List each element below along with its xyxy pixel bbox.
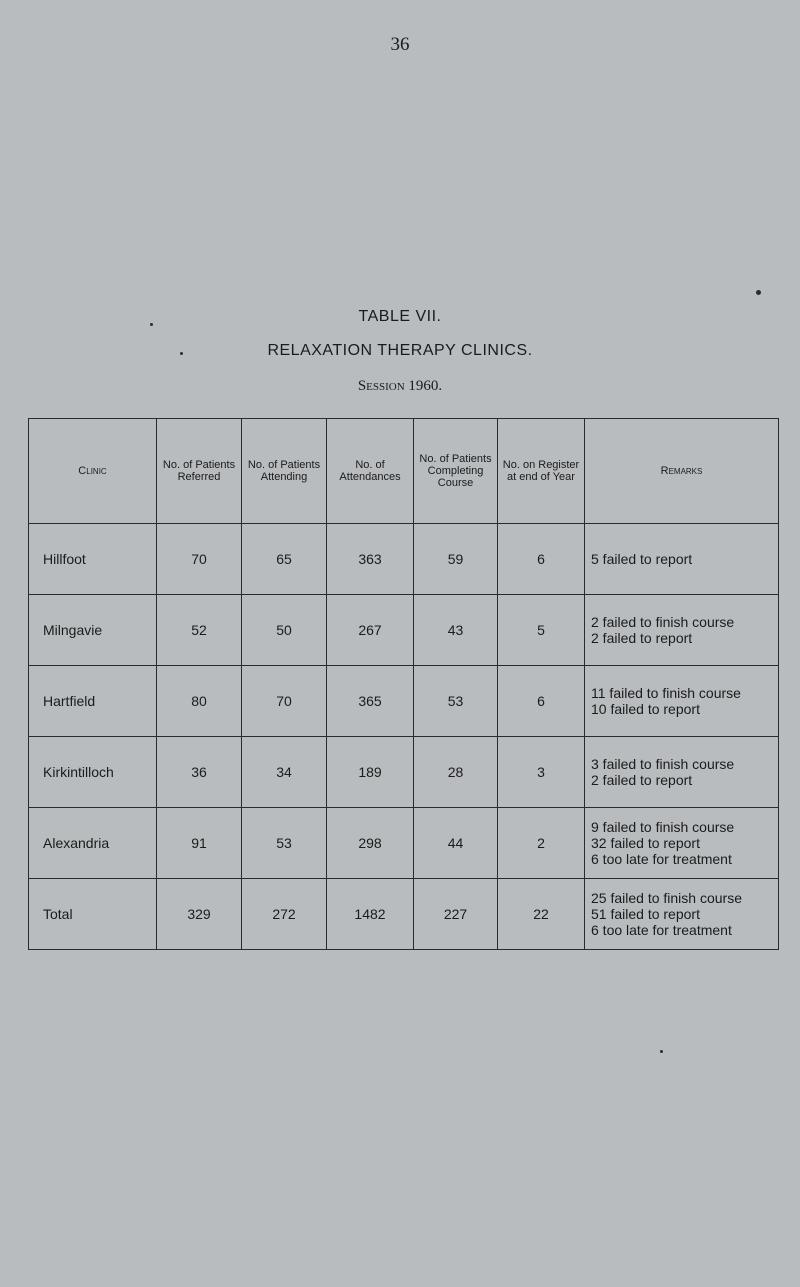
speck: [150, 323, 153, 326]
attendances-cell: 363: [327, 524, 414, 595]
register-cell: 6: [498, 666, 585, 737]
referred-cell: 70: [157, 524, 242, 595]
referred-cell: 329: [157, 879, 242, 950]
referred-cell: 80: [157, 666, 242, 737]
attending-cell: 272: [242, 879, 327, 950]
attending-cell: 65: [242, 524, 327, 595]
header-remarks: Remarks: [585, 419, 779, 524]
remark-line: 6 too late for treatment: [591, 922, 732, 938]
remarks-cell: [585, 879, 779, 950]
clinic-cell: Hillfoot: [29, 524, 157, 595]
table-row-total: [29, 879, 779, 950]
remarks-cell: [585, 737, 779, 808]
table-title: TABLE VII.: [358, 308, 442, 325]
table-row: [29, 666, 779, 737]
remark-line: 32 failed to report: [591, 835, 700, 851]
clinic-cell: Milngavie: [29, 595, 157, 666]
remark-line: 11 failed to finish course: [591, 685, 741, 701]
remark-line: 9 failed to finish course: [591, 819, 735, 835]
completing-cell: 28: [414, 737, 498, 808]
remark-line: 5 failed to report: [591, 551, 693, 567]
table-row: [29, 808, 779, 879]
speck: [660, 1050, 663, 1053]
relaxation-clinics-table: [28, 418, 779, 950]
remark-line: 51 failed to report: [591, 906, 700, 922]
header-clinic: Clinic: [29, 419, 157, 524]
remark-line: 6 too late for treatment: [591, 851, 732, 867]
attending-cell: 70: [242, 666, 327, 737]
attending-cell: 34: [242, 737, 327, 808]
completing-cell: 43: [414, 595, 498, 666]
table-row: [29, 595, 779, 666]
speck: [756, 290, 761, 295]
header-register: No. on Register at end of Year: [498, 419, 585, 524]
attendances-cell: 267: [327, 595, 414, 666]
completing-cell: 227: [414, 879, 498, 950]
completing-cell: 53: [414, 666, 498, 737]
remarks-cell: [585, 808, 779, 879]
remark-line: 2 failed to finish course: [591, 614, 735, 630]
referred-cell: 91: [157, 808, 242, 879]
clinic-cell: Total: [29, 879, 157, 950]
header-completing: No. of Patients Completing Course: [414, 419, 498, 524]
completing-cell: 59: [414, 524, 498, 595]
attendances-cell: 298: [327, 808, 414, 879]
register-cell: 5: [498, 595, 585, 666]
register-cell: 22: [498, 879, 585, 950]
header-row: [29, 419, 779, 524]
register-cell: 3: [498, 737, 585, 808]
attendances-cell: 365: [327, 666, 414, 737]
speck: [180, 352, 183, 355]
referred-cell: 36: [157, 737, 242, 808]
header-attending: No. of Patients Attending: [242, 419, 327, 524]
remark-line: 2 failed to report: [591, 772, 693, 788]
clinic-cell: Alexandria: [29, 808, 157, 879]
clinic-cell: Hartfield: [29, 666, 157, 737]
header-referred: No. of Patients Referred: [157, 419, 242, 524]
table-row: [29, 524, 779, 595]
remark-line: 3 failed to finish course: [591, 756, 735, 772]
referred-cell: 52: [157, 595, 242, 666]
attendances-cell: 189: [327, 737, 414, 808]
register-cell: 2: [498, 808, 585, 879]
page-number: 36: [390, 34, 410, 55]
remarks-cell: [585, 666, 779, 737]
attending-cell: 53: [242, 808, 327, 879]
remarks-cell: [585, 595, 779, 666]
table-row: [29, 737, 779, 808]
attending-cell: 50: [242, 595, 327, 666]
attendances-cell: 1482: [327, 879, 414, 950]
register-cell: 6: [498, 524, 585, 595]
header-attendances: No. of Attendances: [327, 419, 414, 524]
completing-cell: 44: [414, 808, 498, 879]
remark-line: 10 failed to report: [591, 701, 700, 717]
remark-line: 2 failed to report: [591, 630, 693, 646]
remark-line: 25 failed to finish course: [591, 890, 742, 906]
remarks-cell: [585, 524, 779, 595]
table-subtitle: RELAXATION THERAPY CLINICS.: [267, 342, 533, 359]
session-label: Session 1960.: [357, 378, 443, 394]
clinic-cell: Kirkintilloch: [29, 737, 157, 808]
